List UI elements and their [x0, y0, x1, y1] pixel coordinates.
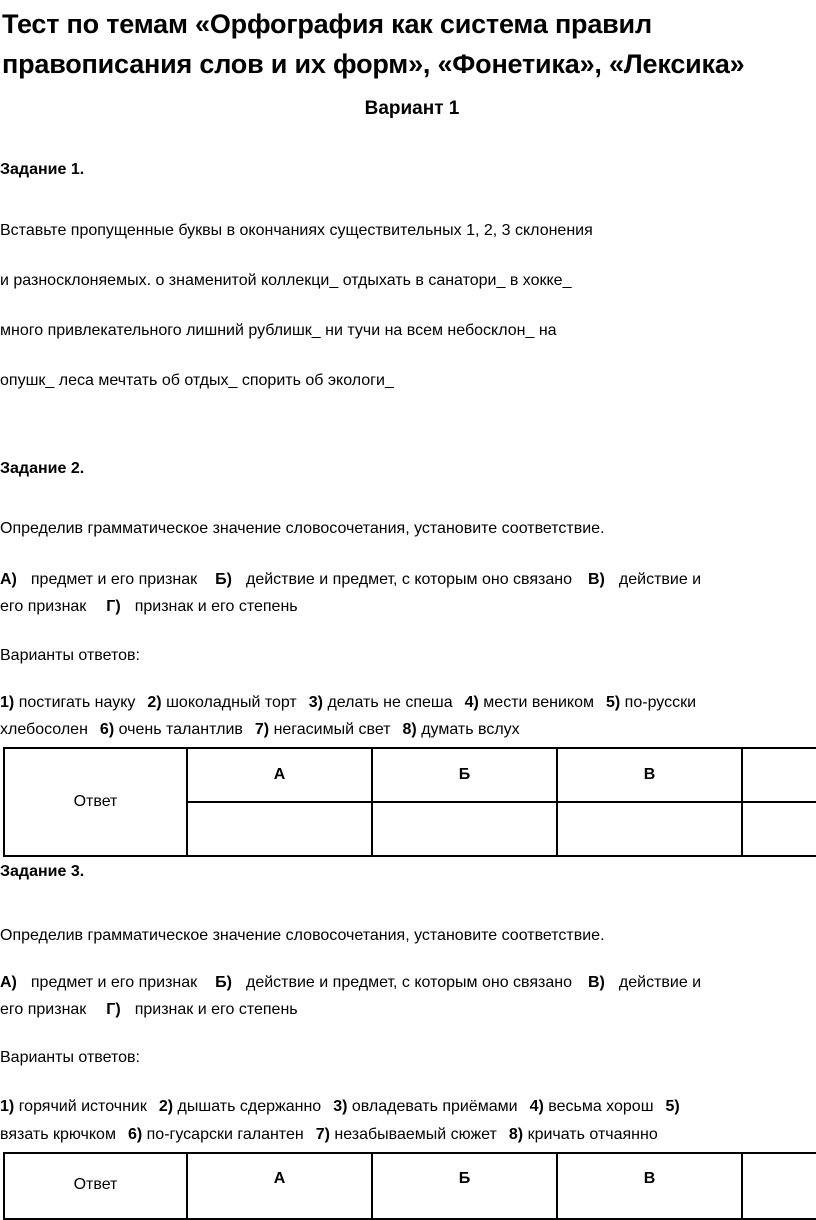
- title-line-2: правописания слов и их форм», «Фонетика», «Лексика»: [2, 49, 745, 79]
- task2-options-label: Варианты ответов:: [0, 647, 140, 664]
- option-number: 4): [464, 694, 479, 711]
- variant-heading: Вариант 1: [364, 98, 460, 119]
- task2-categories-line-1: [0, 571, 701, 589]
- option-text: по-гусарски галантен: [146, 1126, 304, 1143]
- option-number: 7): [254, 721, 270, 738]
- task2-instruction: Определив грамматическое значение словосочетания, установите соответствие.: [0, 520, 605, 537]
- option-number: 1): [0, 1098, 15, 1115]
- answer-row-label: Ответ: [4, 1153, 187, 1219]
- answer-cell-b[interactable]: [372, 802, 557, 856]
- answer-col-a: А: [187, 1153, 372, 1219]
- answer-row-label: Ответ: [4, 748, 187, 856]
- task1-line-3: много привлекательного лишний рублишк_ ни тучи на всем небосклон_ на: [0, 322, 557, 339]
- option-text: кричать отчаянно: [527, 1126, 658, 1143]
- task1-line-1: Вставьте пропущенные буквы в окончаниях существительных 1, 2, 3 склонения: [0, 222, 593, 239]
- option-number: 5): [665, 1098, 680, 1115]
- task2-categories-line-2: [0, 598, 298, 616]
- task3-instruction: Определив грамматическое значение словосочетания, установите соответствие.: [0, 927, 605, 944]
- option-text: шоколадный торт: [166, 694, 297, 711]
- answer-col-b: Б: [372, 1153, 557, 1219]
- option-text: дышать сдержанно: [177, 1098, 322, 1115]
- answer-cell-a[interactable]: [187, 802, 372, 856]
- option-number: 7): [315, 1126, 330, 1143]
- option-text: весьма хорош: [548, 1098, 654, 1115]
- answer-col-b: Б: [372, 748, 557, 802]
- category-text: его признак: [0, 1001, 87, 1018]
- answer-cell-v[interactable]: [557, 802, 742, 856]
- option-number: 3): [333, 1098, 348, 1115]
- category-text: предмет и его признак: [30, 571, 198, 588]
- task2-options-line-2: [0, 721, 520, 739]
- answer-col-v: В: [557, 748, 742, 802]
- answer-col-a: А: [187, 748, 372, 802]
- category-letter: Б): [215, 571, 232, 588]
- category-letter: В): [588, 974, 605, 991]
- category-text: предмет и его признак: [30, 974, 198, 991]
- task1-line-4: опушк_ леса мечтать об отдых_ спорить об экологи_: [0, 372, 394, 389]
- option-text: мести веником: [483, 694, 594, 711]
- option-text: по-русски: [624, 694, 697, 711]
- option-number: 6): [127, 1126, 143, 1143]
- option-text: делать не спеша: [327, 694, 453, 711]
- option-text: очень талантлив: [118, 721, 243, 738]
- task3-categories-line-2: [0, 1001, 298, 1019]
- task3-options-label: Варианты ответов:: [0, 1049, 140, 1066]
- category-letter: Г): [106, 598, 121, 615]
- task3-options-line-2: [0, 1126, 658, 1144]
- task1-line-2: и разносклоняемых. о знаменитой коллекци_ отдыхать в санатори_ в хокке_: [0, 272, 572, 289]
- option-number: 8): [402, 721, 417, 738]
- option-text: хлебосолен: [0, 721, 88, 738]
- task3-answer-table: [3, 1152, 816, 1220]
- option-text: овладевать приёмами: [351, 1098, 518, 1115]
- option-text: негасимый свет: [273, 721, 391, 738]
- task2-answer-table: [3, 747, 816, 857]
- option-number: 5): [605, 694, 621, 711]
- category-text: действие и предмет, с которым оно связано: [245, 571, 572, 588]
- task1-heading: Задание 1.: [0, 161, 85, 178]
- title-line-1: Тест по темам «Орфография как система правил: [2, 9, 652, 39]
- category-letter: Г): [106, 1001, 121, 1018]
- category-letter: Б): [215, 974, 232, 991]
- option-number: 3): [308, 694, 323, 711]
- option-text: незабываемый сюжет: [334, 1126, 497, 1143]
- task3-categories-line-1: [0, 974, 701, 992]
- document-title: [2, 4, 802, 84]
- option-text: вязать крючком: [0, 1126, 116, 1143]
- task2-options-line-1: [0, 694, 696, 712]
- answer-col-g: [742, 748, 816, 802]
- category-text: признак и его степень: [134, 1001, 298, 1018]
- category-text: действие и предмет, с которым оно связано: [245, 974, 572, 991]
- option-number: 8): [508, 1126, 524, 1143]
- option-number: 1): [0, 694, 15, 711]
- option-text: горячий источник: [18, 1098, 147, 1115]
- answer-col-v: В: [557, 1153, 742, 1219]
- option-number: 4): [529, 1098, 544, 1115]
- task2-heading: Задание 2.: [0, 460, 85, 477]
- option-number: 2): [158, 1098, 174, 1115]
- category-text: действие и: [618, 571, 702, 588]
- category-text: его признак: [0, 598, 87, 615]
- option-number: 2): [147, 694, 162, 711]
- option-text: постигать науку: [18, 694, 136, 711]
- category-letter: А): [0, 974, 17, 991]
- option-number: 6): [99, 721, 115, 738]
- task3-heading: Задание 3.: [0, 863, 85, 880]
- category-text: признак и его степень: [134, 598, 298, 615]
- category-text: действие и: [618, 974, 702, 991]
- task3-options-line-1: [0, 1098, 680, 1116]
- answer-col-g: [742, 1153, 816, 1219]
- answer-cell-g[interactable]: [742, 802, 816, 856]
- category-letter: А): [0, 571, 17, 588]
- option-text: думать вслух: [421, 721, 520, 738]
- category-letter: В): [588, 571, 605, 588]
